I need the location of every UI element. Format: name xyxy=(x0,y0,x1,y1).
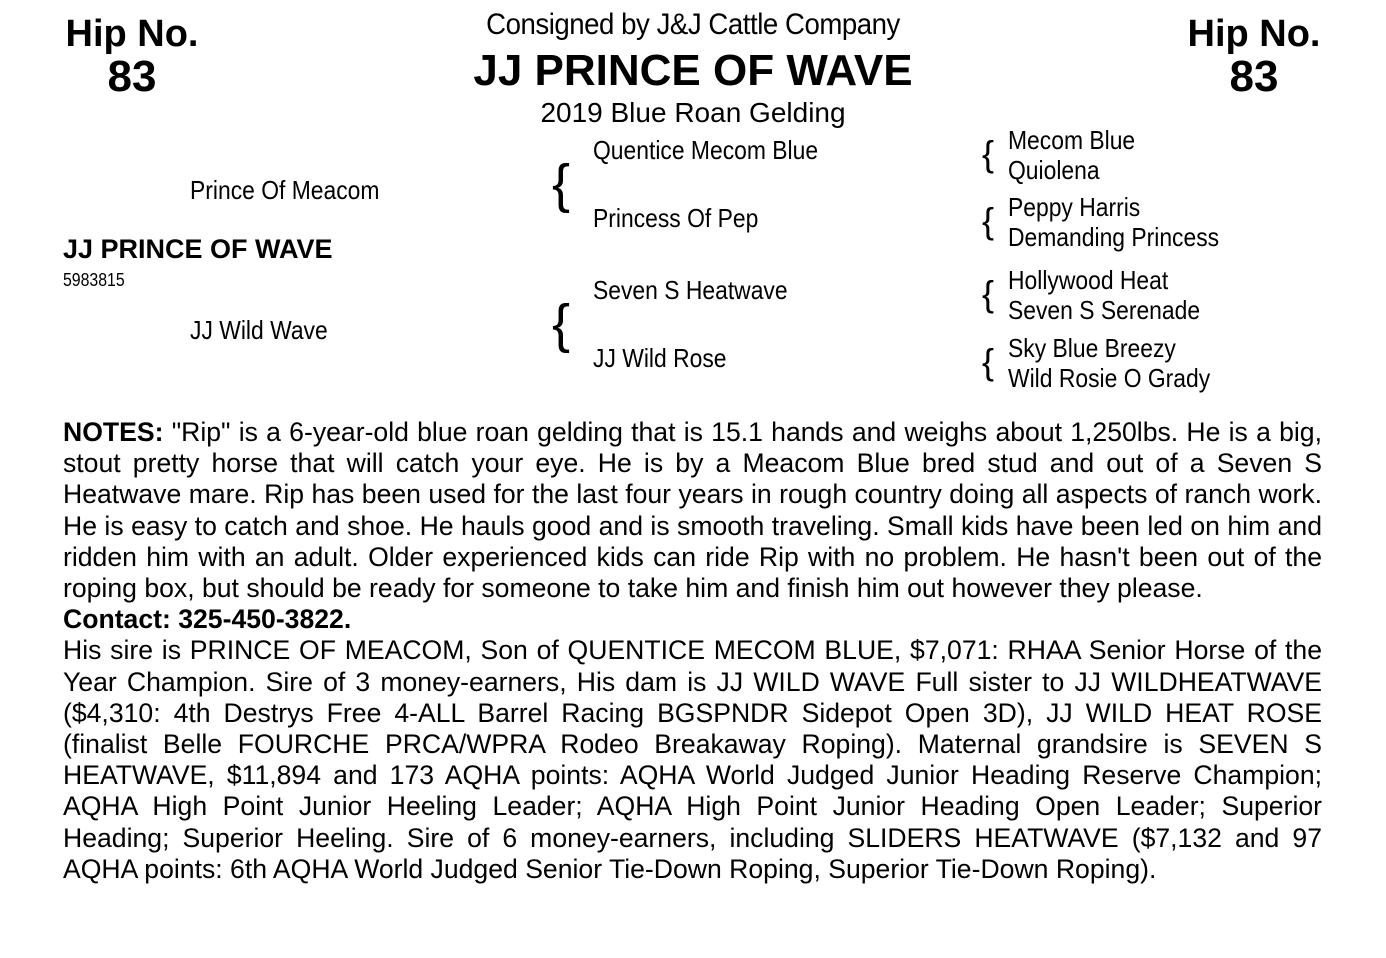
ggp-brace-4: { xyxy=(982,341,995,382)
sire-brace: { xyxy=(552,154,571,214)
ggp-sire-dam-dam: Demanding Princess xyxy=(1008,222,1220,252)
ggp-dam-sire-dam: Seven S Serenade xyxy=(1008,295,1201,325)
registration-number: 5983815 xyxy=(63,270,125,290)
notes-paragraph xyxy=(63,417,1322,604)
ggp-brace-1: { xyxy=(982,133,995,174)
sire-dam: Princess Of Pep xyxy=(593,203,759,233)
horse-title: JJ PRINCE OF WAVE xyxy=(473,46,913,95)
hip-label-left: Hip No. xyxy=(65,13,199,55)
notes-text: "Rip" is a 6-year-old blue roan gelding that is 15.1 hands and weighs about 1,250lbs. He is a big, stout pretty horse that will catch your eye. He is by a Meacom Blue bred stud and out of a Seven S Heatwave mare. Rip has been used for the last four years in rough country doing all aspects of ranch work. He is easy to catch and shoe. He hauls good and is smooth traveling. Small kids have been led on him and ridden him with an adult. Older experienced kids can ride Rip with no problem. He hasn't been out of the roping box, but should be ready for someone to take him and finish him out however they please. xyxy=(63,417,1322,604)
sire-sire: Quentice Mecom Blue xyxy=(593,135,819,165)
hip-value-left: 83 xyxy=(107,52,157,101)
dam-dam: JJ Wild Rose xyxy=(593,343,727,373)
dam-name: JJ Wild Wave xyxy=(190,315,328,345)
dam-brace: { xyxy=(552,294,571,354)
pedigree-notes: His sire is PRINCE OF MEACOM, Son of QUENTICE MECOM BLUE, $7,071: RHAA Senior Horse of the Year Champion. Sire of 3 money-earners, His dam is JJ WILD WAVE Full sister to JJ WILDHEATWAVE ($4,310: 4th Destrys Free 4-ALL Barrel Racing BGSPNDR Sidepot Open 3D), JJ WILD HEAT ROSE (finalist Belle FOURCHE PRCA/WPRA Rodeo Breakaway Roping). Maternal grandsire is SEVEN S HEATWAVE, $11,894 and 173 AQHA points: AQHA World Judged Junior Heading Reserve Champion; AQHA High Point Junior Heeling Leader; AQHA High Point Junior Heading Open Leader; Superior Heading; Superior Heeling. Sire of 6 money-earners, including SLIDERS HEATWAVE ($7,132 and 97 AQHA points: 6th AQHA World Judged Senior Tie-Down Roping, Superior Tie-Down Roping). xyxy=(63,635,1322,884)
ggp-sire-sire-sire: Mecom Blue xyxy=(1008,125,1136,155)
ggp-dam-dam-sire: Sky Blue Breezy xyxy=(1008,333,1176,363)
horse-description: 2019 Blue Roan Gelding xyxy=(540,97,846,128)
consignor-line: Consigned by J&J Cattle Company xyxy=(486,8,900,41)
ggp-brace-3: { xyxy=(982,273,995,314)
pedigree-horse-name: JJ PRINCE OF WAVE xyxy=(63,234,333,264)
sire-name: Prince Of Meacom xyxy=(190,175,380,205)
notes-section xyxy=(63,417,1322,885)
contact-line: Contact: 325-450-3822. xyxy=(63,604,352,635)
hip-label-right: Hip No. xyxy=(1187,13,1321,55)
ggp-dam-sire-sire: Hollywood Heat xyxy=(1008,265,1169,295)
ggp-sire-sire-dam: Quiolena xyxy=(1008,155,1100,185)
hip-value-right: 83 xyxy=(1229,52,1279,101)
ggp-dam-dam-dam: Wild Rosie O Grady xyxy=(1008,363,1211,393)
ggp-brace-2: { xyxy=(982,200,995,241)
dam-sire: Seven S Heatwave xyxy=(593,275,788,305)
notes-label: NOTES: xyxy=(63,417,164,447)
ggp-sire-dam-sire: Peppy Harris xyxy=(1008,192,1141,222)
